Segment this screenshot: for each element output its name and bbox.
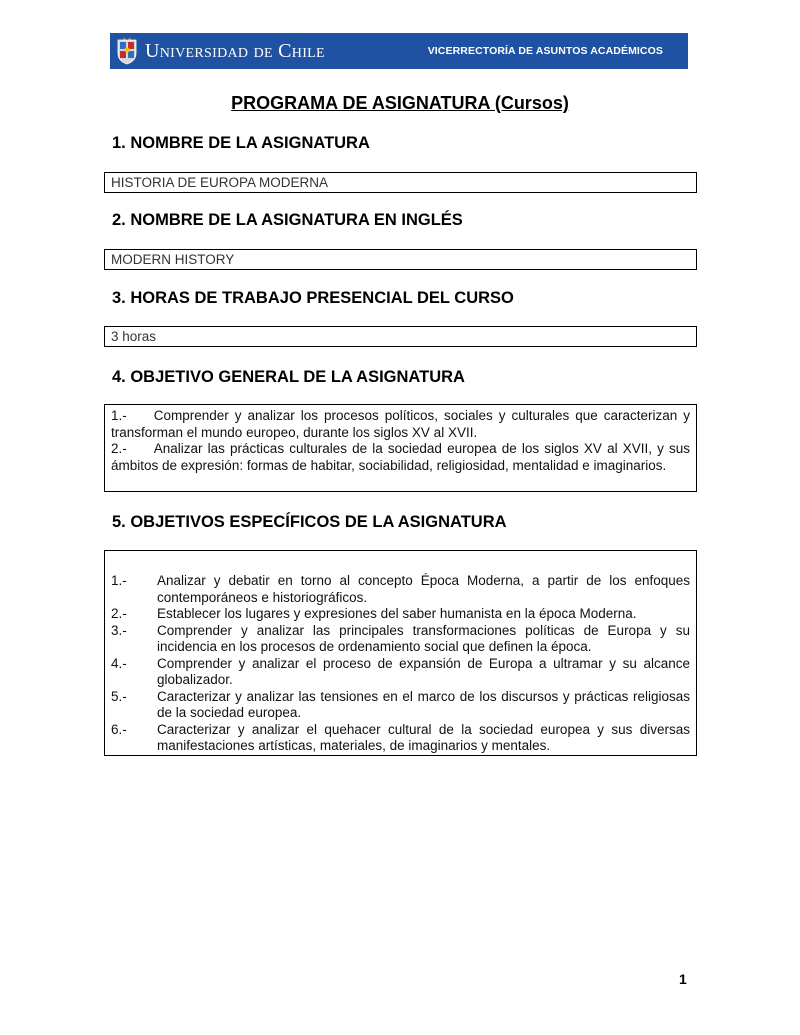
list-item-text: Caracterizar y analizar las tensiones en el marco de los discursos y prácticas religiosas de la sociedad europea. xyxy=(157,688,690,720)
list-item-text: Comprender y analizar el proceso de expansión de Europa a ultramar y su alcance globalizador. xyxy=(157,655,690,687)
list-item-text: Caracterizar y analizar el quehacer cultural de la sociedad europea y sus diversas manifestaciones artísticas, materiales, de imaginarios y mentales. xyxy=(157,721,690,753)
general-objective-paragraph: 1.- Comprender y analizar los procesos políticos, sociales y culturales que caracterizan y transforman el mundo europeo, durante los siglos XV al XVII. xyxy=(111,408,690,440)
course-name-field xyxy=(104,172,697,193)
list-item-number: 5.- xyxy=(111,688,127,704)
course-name-english-field xyxy=(104,249,697,270)
general-objective-box xyxy=(104,404,697,492)
university-crest-icon xyxy=(116,37,138,65)
list-item-text: Comprender y analizar las principales transformaciones políticas de Europa y su incidencia en los procesos de ordenamiento social que definen la época. xyxy=(157,622,690,654)
list-item-text: Establecer los lugares y expresiones del saber humanista en la época Moderna. xyxy=(157,606,637,621)
section-5-heading: 5. OBJETIVOS ESPECÍFICOS DE LA ASIGNATURA xyxy=(112,513,507,531)
section-3-heading: 3. HORAS DE TRABAJO PRESENCIAL DEL CURSO xyxy=(112,289,514,307)
list-item xyxy=(111,573,690,606)
vice-rectory-label: VICERRECTORÍA DE ASUNTOS ACADÉMICOS xyxy=(427,45,663,57)
list-item xyxy=(111,623,690,656)
list-item-number: 6.- xyxy=(111,721,127,737)
hours-field xyxy=(104,326,697,347)
list-item-number: 4.- xyxy=(111,655,127,671)
page-number: 1 xyxy=(679,971,687,987)
course-name-english-value: MODERN HISTORY xyxy=(111,252,235,267)
section-1-heading: 1. NOMBRE DE LA ASIGNATURA xyxy=(112,134,370,152)
section-2-heading: 2. NOMBRE DE LA ASIGNATURA EN INGLÉS xyxy=(112,211,463,229)
list-item xyxy=(111,689,690,722)
course-name-value: HISTORIA DE EUROPA MODERNA xyxy=(111,175,329,190)
hours-value: 3 horas xyxy=(111,329,157,344)
specific-objectives-list xyxy=(111,551,690,755)
document-title: PROGRAMA DE ASIGNATURA (Cursos) xyxy=(231,93,569,113)
general-objective-paragraph: 2.- Analizar las prácticas culturales de la sociedad europea de los siglos XV al XVII, y sus ámbitos de expresión: formas de habitar, sociabilidad, religiosidad, mentalidad e imaginarios. xyxy=(111,441,690,473)
specific-objectives-box xyxy=(104,550,697,756)
list-item xyxy=(111,722,690,755)
list-item-number: 3.- xyxy=(111,622,127,638)
list-item xyxy=(111,656,690,689)
section-4-heading: 4. OBJETIVO GENERAL DE LA ASIGNATURA xyxy=(112,368,465,386)
list-item xyxy=(111,606,690,623)
university-name: Universidad de Chile xyxy=(145,40,325,62)
list-item-number: 1.- xyxy=(111,573,127,588)
header-banner xyxy=(110,33,688,69)
list-item-number: 2.- xyxy=(111,606,127,621)
list-item-text: Analizar y debatir en torno al concepto Época Moderna, a partir de los enfoques contemporáneos e historiográficos. xyxy=(157,573,690,605)
